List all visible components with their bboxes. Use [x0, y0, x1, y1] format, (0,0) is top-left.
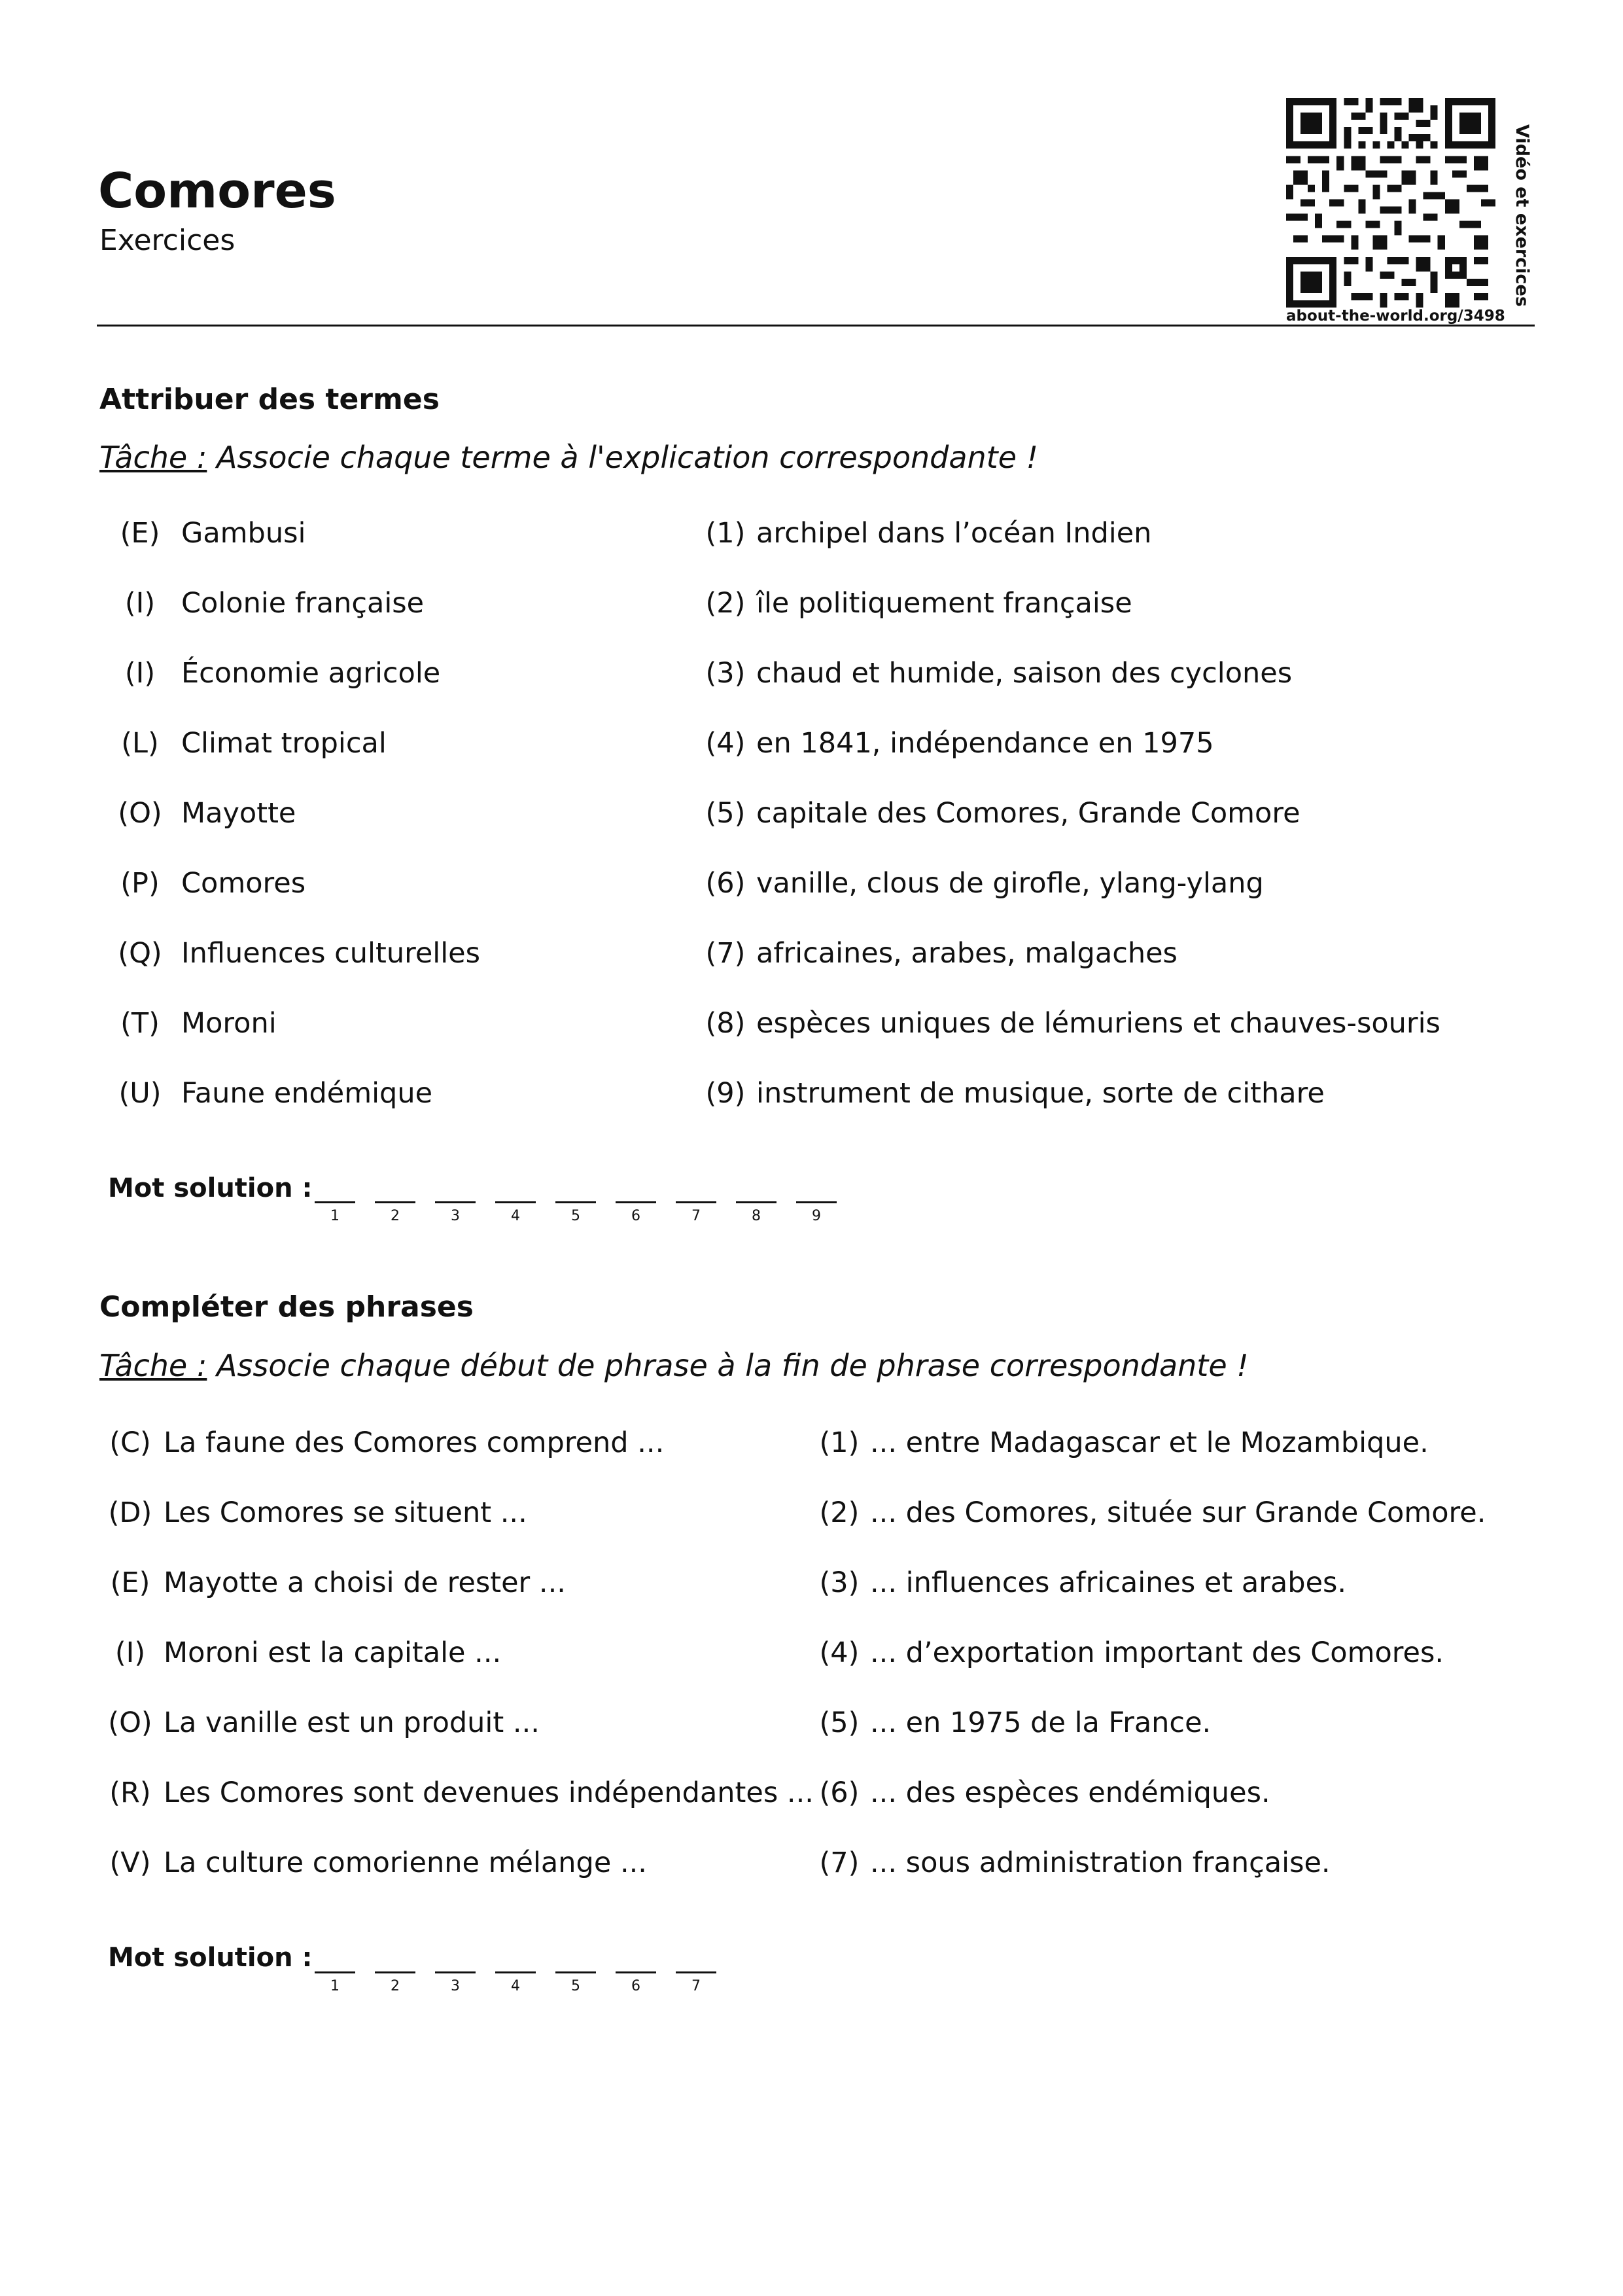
explanation-marker: (3) [705, 657, 746, 690]
answer-blank[interactable] [375, 1971, 415, 1973]
blank-number: 6 [631, 1978, 640, 1994]
blank-number: 9 [812, 1208, 821, 1224]
blank-number: 4 [511, 1208, 520, 1224]
explanation-text: vanille, clous de girofle, ylang-ylang [756, 867, 1264, 900]
answer-blank[interactable] [495, 1201, 536, 1203]
page-title: Comores [98, 163, 336, 219]
term-marker: (E) [120, 517, 160, 550]
sentence-start-text: La faune des Comores comprend ... [164, 1426, 665, 1459]
explanation-marker: (4) [705, 727, 746, 760]
sentence-start-marker: (C) [109, 1426, 151, 1459]
answer-blank[interactable] [375, 1201, 415, 1203]
sentence-start-text: La culture comorienne mélange ... [164, 1846, 647, 1879]
sentence-end-text: ... en 1975 de la France. [870, 1706, 1212, 1739]
sentence-end-marker: (6) [819, 1776, 860, 1809]
explanation-marker: (7) [705, 937, 746, 970]
term-text: Mayotte [181, 797, 296, 830]
answer-blank[interactable] [616, 1971, 656, 1973]
section1-title: Attribuer des termes [99, 383, 440, 416]
task-text: Associe chaque terme à l'explication correspondante ! [207, 440, 1039, 475]
explanation-text: île politiquement française [756, 587, 1132, 620]
explanation-text: chaud et humide, saison des cyclones [756, 657, 1293, 690]
explanation-marker: (5) [705, 797, 746, 830]
sentence-end-text: ... des Comores, située sur Grande Comore. [870, 1496, 1486, 1529]
explanation-text: espèces uniques de lémuriens et chauves-souris [756, 1007, 1440, 1040]
blank-number: 3 [451, 1208, 460, 1224]
header-divider [97, 325, 1535, 327]
sentence-start-text: Les Comores se situent ... [164, 1496, 527, 1529]
sentence-end-marker: (5) [819, 1706, 860, 1739]
term-marker: (O) [118, 797, 162, 830]
solution-label: Mot solution : [108, 1173, 313, 1203]
task-text: Associe chaque début de phrase à la fin de phrase correspondante ! [207, 1348, 1249, 1383]
term-marker: (T) [120, 1007, 160, 1040]
explanation-text: africaines, arabes, malgaches [756, 937, 1178, 970]
sentence-end-marker: (3) [819, 1566, 860, 1599]
explanation-text: archipel dans l’océan Indien [756, 517, 1152, 550]
blank-number: 3 [451, 1978, 460, 1994]
answer-blank[interactable] [676, 1971, 716, 1973]
term-marker: (I) [124, 657, 156, 690]
answer-blank[interactable] [435, 1971, 476, 1973]
term-text: Moroni [181, 1007, 277, 1040]
blank-number: 7 [691, 1208, 701, 1224]
sentence-end-text: ... influences africaines et arabes. [870, 1566, 1347, 1599]
term-text: Gambusi [181, 517, 306, 550]
answer-blank[interactable] [315, 1201, 355, 1203]
sentence-end-marker: (7) [819, 1846, 860, 1879]
sentence-start-text: La vanille est un produit ... [164, 1706, 540, 1739]
video-exercises-label: Vidéo et exercices [1512, 124, 1532, 307]
section2-task [99, 1348, 1249, 1383]
answer-blank[interactable] [676, 1201, 716, 1203]
answer-blank[interactable] [495, 1971, 536, 1973]
term-text: Influences culturelles [181, 937, 481, 970]
term-text: Colonie française [181, 587, 425, 620]
blank-number: 2 [391, 1208, 400, 1224]
sentence-end-text: ... d’exportation important des Comores. [870, 1636, 1444, 1669]
explanation-text: en 1841, indépendance en 1975 [756, 727, 1214, 760]
page-subtitle: Exercices [99, 224, 236, 257]
explanation-text: instrument de musique, sorte de cithare [756, 1077, 1325, 1110]
sentence-end-marker: (4) [819, 1636, 860, 1669]
explanation-marker: (8) [705, 1007, 746, 1040]
term-marker: (U) [118, 1077, 162, 1110]
solution-label: Mot solution : [108, 1943, 313, 1973]
explanation-text: capitale des Comores, Grande Comore [756, 797, 1300, 830]
sentence-end-text: ... des espèces endémiques. [870, 1776, 1270, 1809]
blank-number: 4 [511, 1978, 520, 1994]
sentence-start-marker: (V) [109, 1846, 151, 1879]
term-marker: (I) [124, 587, 156, 620]
explanation-marker: (9) [705, 1077, 746, 1110]
term-text: Faune endémique [181, 1077, 433, 1110]
blank-number: 8 [752, 1208, 761, 1224]
answer-blank[interactable] [555, 1201, 596, 1203]
blank-number: 2 [391, 1978, 400, 1994]
answer-blank[interactable] [555, 1971, 596, 1973]
sentence-end-text: ... sous administration française. [870, 1846, 1331, 1879]
blank-number: 5 [571, 1208, 580, 1224]
sentence-start-text: Les Comores sont devenues indépendantes ... [164, 1776, 814, 1809]
sentence-end-text: ... entre Madagascar et le Mozambique. [870, 1426, 1429, 1459]
sentence-start-marker: (O) [108, 1706, 152, 1739]
answer-blank[interactable] [435, 1201, 476, 1203]
term-text: Comores [181, 867, 306, 900]
sentence-start-text: Moroni est la capitale ... [164, 1636, 502, 1669]
sentence-end-marker: (1) [819, 1426, 860, 1459]
answer-blank[interactable] [796, 1201, 837, 1203]
sentence-start-marker: (E) [110, 1566, 150, 1599]
term-marker: (Q) [118, 937, 162, 970]
sentence-end-marker: (2) [819, 1496, 860, 1529]
term-text: Économie agricole [181, 657, 441, 690]
explanation-marker: (2) [705, 587, 746, 620]
task-label: Tâche : [99, 440, 207, 475]
term-text: Climat tropical [181, 727, 387, 760]
qr-code-icon[interactable] [1286, 98, 1495, 308]
section2-title: Compléter des phrases [99, 1290, 474, 1324]
answer-blank[interactable] [736, 1201, 777, 1203]
section1-task [99, 440, 1038, 475]
term-marker: (P) [120, 867, 160, 900]
blank-number: 1 [330, 1978, 340, 1994]
sentence-start-marker: (I) [114, 1636, 146, 1669]
explanation-marker: (6) [705, 867, 746, 900]
blank-number: 7 [691, 1978, 701, 1994]
source-url[interactable]: about-the-world.org/3498 [1286, 308, 1505, 325]
explanation-marker: (1) [705, 517, 746, 550]
sentence-start-marker: (D) [108, 1496, 152, 1529]
term-marker: (L) [121, 727, 159, 760]
blank-number: 5 [571, 1978, 580, 1994]
task-label: Tâche : [99, 1348, 207, 1383]
blank-number: 1 [330, 1208, 340, 1224]
answer-blank[interactable] [315, 1971, 355, 1973]
answer-blank[interactable] [616, 1201, 656, 1203]
sentence-start-marker: (R) [109, 1776, 151, 1809]
blank-number: 6 [631, 1208, 640, 1224]
sentence-start-text: Mayotte a choisi de rester ... [164, 1566, 566, 1599]
